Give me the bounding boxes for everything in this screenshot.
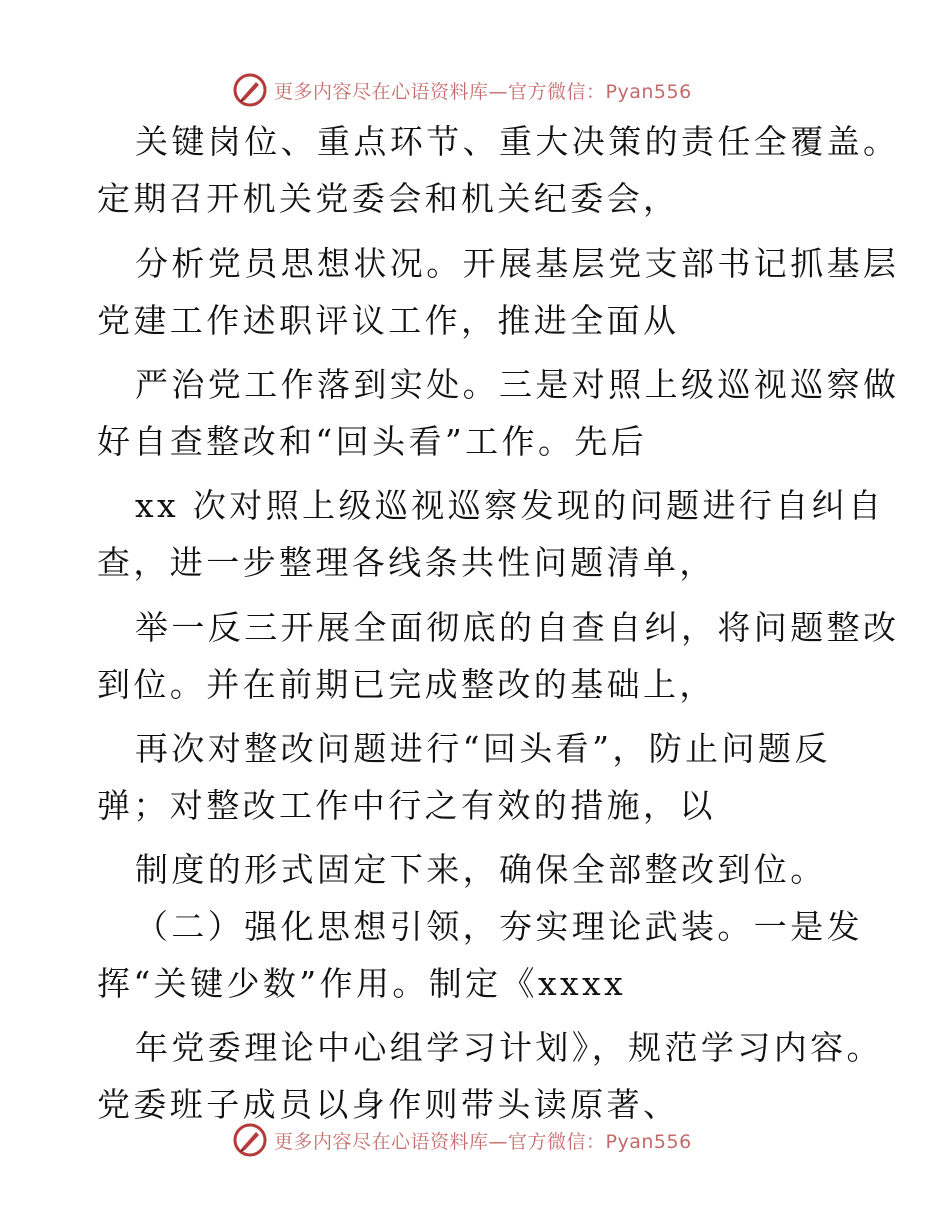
text-line: 定期召开机关党委会和机关纪委会， xyxy=(97,179,680,218)
text-line: 分析党员思想状况。开展基层党支部书记抓基层 xyxy=(135,244,900,283)
text-line: 弹；对整改工作中行之有效的措施，以 xyxy=(97,786,716,825)
text-line: 挥“关键少数”作用。制定《xxxx xyxy=(97,964,626,1003)
header-watermark xyxy=(232,70,692,110)
text-line: 党建工作述职评议工作，推进全面从 xyxy=(97,301,680,340)
text-line: 严治党工作落到实处。三是对照上级巡视巡察做 xyxy=(135,365,900,404)
text-line: 关键岗位、重点环节、重大决策的责任全覆盖。 xyxy=(135,122,900,161)
text-line: 党委班子成员以身作则带头读原著、 xyxy=(97,1085,680,1124)
pen-nib-circle-icon xyxy=(232,72,268,108)
text-line: xx 次对照上级巡视巡察发现的问题进行自纠自 xyxy=(135,486,885,525)
text-line: 到位。并在前期已完成整改的基础上， xyxy=(97,665,716,704)
footer-watermark xyxy=(232,1120,692,1160)
watermark-text: 更多内容尽在心语资料库—官方微信：Pyan556 xyxy=(274,80,692,103)
pen-nib-circle-icon xyxy=(232,1122,268,1158)
text-line: 再次对整改问题进行“回头看”，防止问题反 xyxy=(135,729,831,768)
text-line: 制度的形式固定下来，确保全部整改到位。 xyxy=(135,850,827,889)
text-line: 查，进一步整理各线条共性问题清单， xyxy=(97,543,716,582)
text-line: 举一反三开展全面彻底的自查自纠，将问题整改 xyxy=(135,608,900,647)
watermark-text: 更多内容尽在心语资料库—官方微信：Pyan556 xyxy=(274,1130,692,1153)
text-line: 年党委理论中心组学习计划》，规范学习内容。 xyxy=(135,1028,883,1067)
text-line: 好自查整改和“回头看”工作。先后 xyxy=(97,422,648,461)
text-line: （二）强化思想引领，夯实理论武装。一是发 xyxy=(135,907,863,946)
